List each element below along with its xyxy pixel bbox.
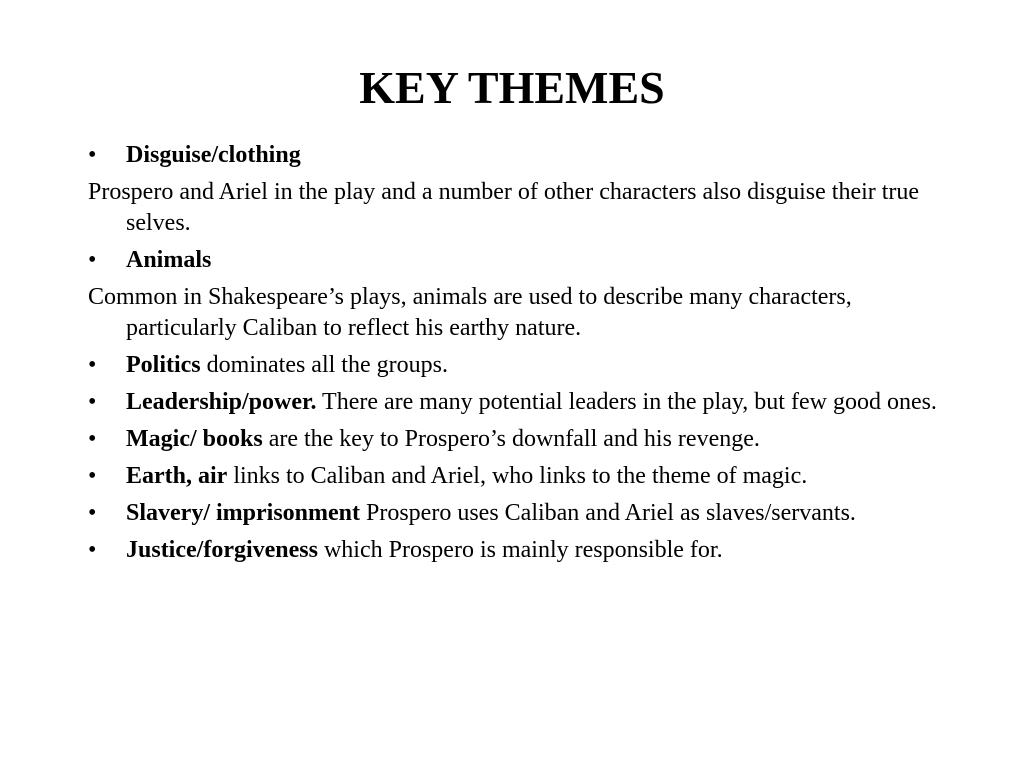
- theme-description: dominates all the groups.: [200, 352, 448, 378]
- theme-description: which Prospero is mainly responsible for.: [317, 537, 723, 563]
- list-item-earth-air: [88, 461, 948, 492]
- list-item-justice: [88, 535, 948, 566]
- slide-title: KEY THEMES: [359, 62, 665, 113]
- theme-name: Magic/ books: [126, 426, 263, 452]
- bullet-icon: •: [88, 389, 97, 415]
- theme-name: Earth, air: [126, 463, 228, 489]
- bullet-icon: •: [88, 142, 97, 168]
- theme-name: Animals: [126, 247, 212, 273]
- list-item-magic: [88, 424, 948, 455]
- theme-name: Disguise/clothing: [126, 142, 301, 168]
- theme-description: There are many potential leaders in the play, but few good ones.: [316, 389, 937, 415]
- list-item-disguise: [88, 140, 948, 171]
- theme-description: links to Caliban and Ariel, who links to the theme of magic.: [227, 463, 808, 489]
- list-item-leadership: [88, 387, 948, 418]
- bullet-icon: •: [88, 500, 97, 526]
- paragraph-text: Common in Shakespeare’s plays, animals are used to describe many characters, particularly Caliban to reflect his earthy nature.: [88, 284, 852, 341]
- bullet-icon: •: [88, 463, 97, 489]
- paragraph-text: Prospero and Ariel in the play and a number of other characters also disguise their true selves.: [88, 179, 920, 236]
- bullet-icon: •: [88, 247, 97, 273]
- paragraph-disguise: [88, 177, 948, 239]
- theme-name: Slavery/ imprisonment: [126, 500, 360, 526]
- theme-name: Justice/forgiveness: [126, 537, 318, 563]
- bullet-icon: •: [88, 426, 97, 452]
- slide-content: [88, 140, 948, 572]
- list-item-slavery: [88, 498, 948, 529]
- theme-description: are the key to Prospero’s downfall and his revenge.: [262, 426, 760, 452]
- theme-name: Politics: [126, 352, 201, 378]
- theme-description: Prospero uses Caliban and Ariel as slaves/servants.: [360, 500, 856, 526]
- bullet-icon: •: [88, 352, 97, 378]
- theme-name: Leadership/power.: [126, 389, 317, 415]
- list-item-animals: [88, 245, 948, 276]
- list-item-politics: [88, 350, 948, 381]
- bullet-icon: •: [88, 537, 97, 563]
- paragraph-animals: [88, 282, 948, 344]
